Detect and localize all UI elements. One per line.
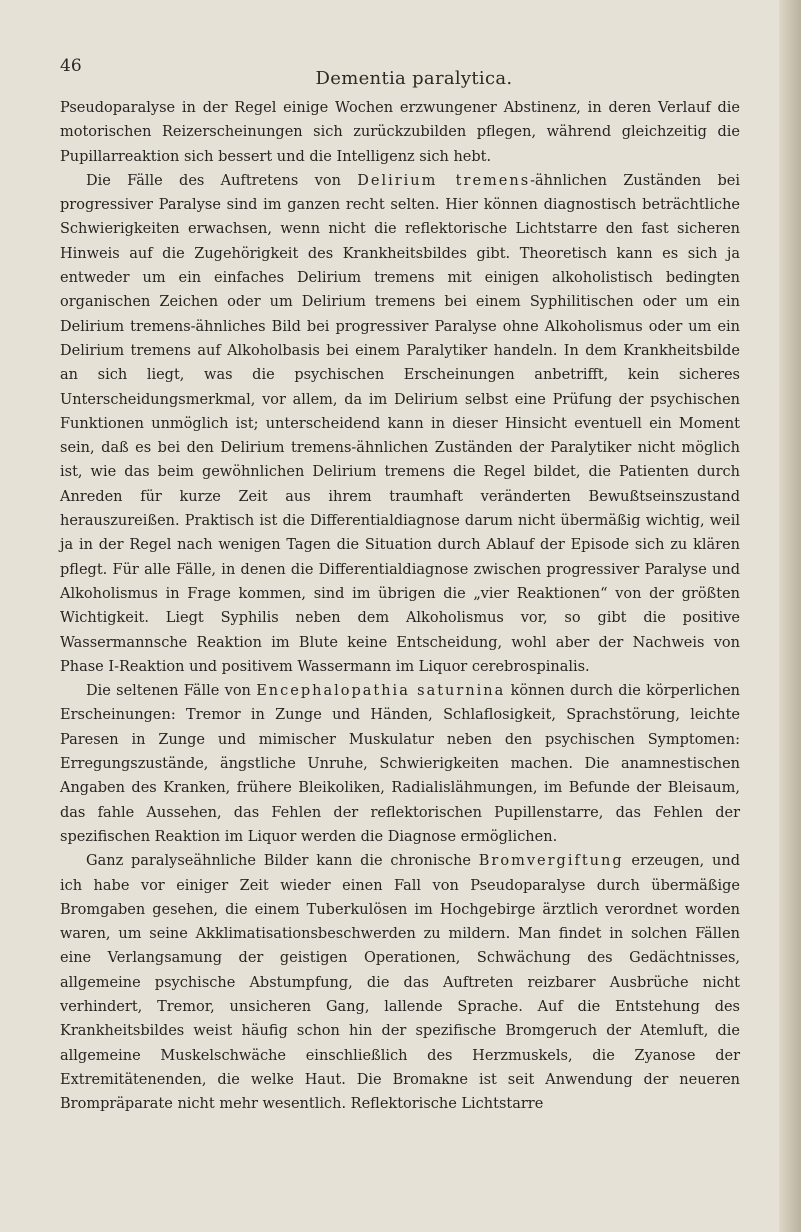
paragraph-2-lead: Die Fälle des Auftretens von	[86, 172, 358, 189]
body-text	[60, 96, 740, 1116]
page-number: 46	[60, 56, 82, 76]
paragraph-3-rest: können durch die körperlichen Erscheinungen: Tremor in Zunge und Händen, Schlaflosigkeit, Sprachstörung, leichte Paresen in Zunge und mimischer Muskulatur neben den psychischen Symptomen: Erregungszustände, ängstliche Unruhe, Schwierigkeiten machen. Die anamnestischen Angaben des Kranken, frühere Bleikoliken, Radialislähmungen, im Befunde der Bleisaum, das fahle Aussehen, das Fehlen der reflektorischen Pupillenstarre, das Fehlen der spezifischen Reaktion im Liquor werden die Diagnose ermöglichen.	[60, 683, 740, 845]
paragraph-4-rest: erzeugen, und ich habe vor einiger Zeit wieder einen Fall von Pseudoparalyse durch übermäßige Bromgaben gesehen, die einem Tuberkulösen im Hochgebirge ärztlich verordnet worden waren, um seine Akklimatisationsbeschwerden zu mildern. Man findet in solchen Fällen eine Verlangsamung der geistigen Operationen, Schwächung des Gedächtnisses, allgemeine psychische Abstumpfung, die das Auftreten reizbarer Ausbrüche nicht verhindert, Tremor, unsicheren Gang, lallende Sprache. Auf die Entstehung des Krankheitsbildes weist häufig schon hin der spezifische Bromgeruch der Atemluft, die allgemeine Muskelschwäche einschließlich des Herzmuskels, die Zyanose der Extremitätenenden, die welke Haut. Die Bromakne ist seit Anwendung der neueren Brompräparate nicht mehr wesentlich. Reflektorische Lichtstarre	[60, 853, 741, 1113]
running-title: Dementia paralytica.	[315, 68, 513, 89]
paragraph-2	[60, 169, 740, 679]
paragraph-3	[60, 679, 740, 849]
paragraph-2-rest: -ähnlichen Zuständen bei progressiver Paralyse sind im ganzen recht selten. Hier können diagnostisch beträchtliche Schwierigkeiten erwachsen, wenn nicht die reflektorische Lichtstarre den fast sicheren Hinweis auf die Zugehörigkeit des Krankheitsbildes gibt. Theoretisch kann es sich ja entweder um ein einfaches Delirium tremens mit einigen alkoholistisch bedingten organischen Zeichen oder um Delirium tremens bei einem Syphilitischen oder um ein Delirium tremens-ähnliches Bild bei progressiver Paralyse ohne Alkoholismus oder um ein Delirium tremens auf Alkoholbasis bei einem Paralytiker handeln. In dem Krankheitsbilde an sich liegt, was die psychischen Erscheinungen anbetrifft, kein sicheres Unterscheidungsmerkmal, vor allem, da im Delirium selbst eine Prüfung der psychischen Funktionen unmöglich ist; unterscheidend kann in dieser Hinsicht eventuell ein Moment sein, daß es bei den Delirium tremens-ähnlichen Zuständen der Paralytiker nicht möglich ist, wie das beim gewöhnlichen Delirium tremens die Regel bildet, die Patienten durch Anreden für kurze Zeit aus ihrem traumhaft veränderten Bewußtseinszustand herauszureißen. Praktisch ist die Differentialdiagnose darum nicht übermäßig wichtig, weil ja in der Regel nach wenigen Tagen die Situation durch Ablauf der Episode sich zu klären pflegt. Für alle Fälle, in denen die Differentialdiagnose zwischen progressiver Paralyse und Alkoholismus in Frage kommen, sind im übrigen die „vier Reaktionen“ von der größten Wichtigkeit. Liegt Syphilis neben dem Alkoholismus vor, so gibt die positive Wassermannsche Reaktion im Blute keine Entscheidung, wohl aber der Nachweis von Phase I-Reaktion und positivem Wassermann im Liquor cerebrospinalis.	[60, 172, 740, 675]
page-edge-shadow	[779, 0, 801, 1232]
paragraph-3-lead: Die seltenen Fälle von	[86, 683, 257, 700]
paragraph-1: Pseudoparalyse in der Regel einige Wochen erzwungener Abstinenz, in deren Verlauf die motorischen Reizerscheinungen sich zurückzubilden pflegen, während gleichzeitig die Pupillarreaktion sich bessert und die Intelligenz sich hebt.	[60, 100, 740, 165]
emphasis-bromvergiftung: Bromvergiftung	[478, 853, 624, 870]
page-header	[60, 56, 734, 94]
paragraph-4	[60, 849, 740, 1116]
emphasis-encephalopathia: Encephalopathia saturnina	[256, 683, 506, 700]
emphasis-delirium-tremens: Delirium tremens	[357, 172, 531, 189]
paragraph-4-lead: Ganz paralyseähnliche Bilder kann die chronische	[86, 853, 479, 870]
